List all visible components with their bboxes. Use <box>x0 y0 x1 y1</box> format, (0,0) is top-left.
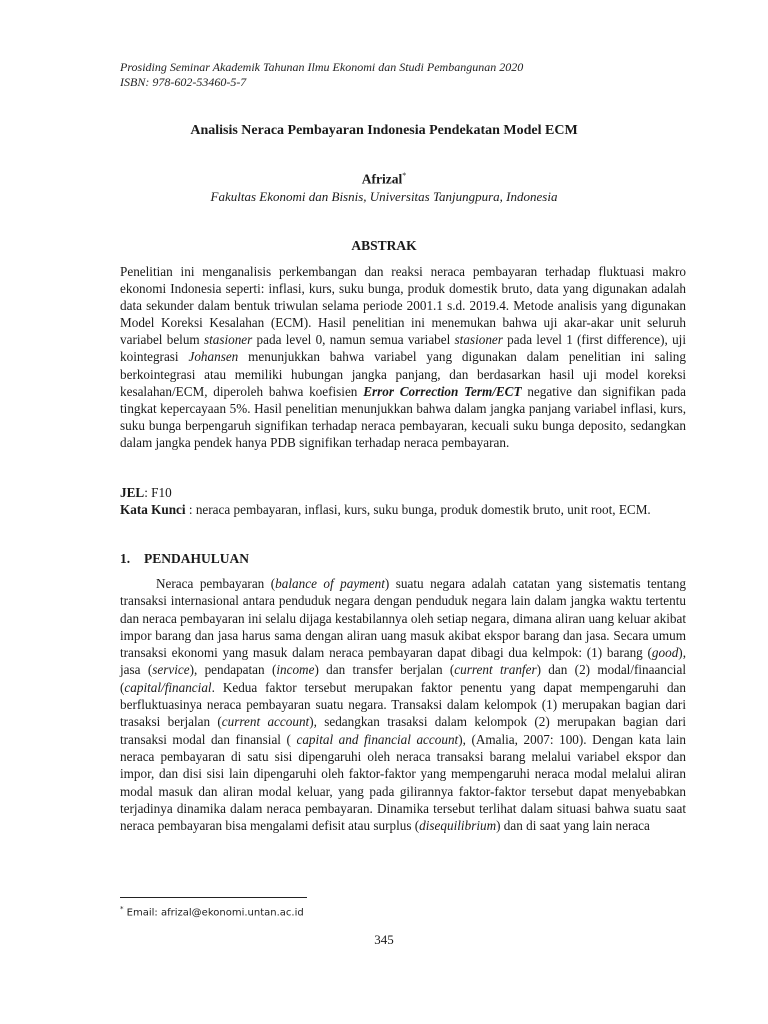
abstract-term: Error Correction Term/ECT <box>363 383 522 399</box>
body-text: ) dan transfer berjalan ( <box>314 662 455 678</box>
section-number: 1. <box>120 551 131 566</box>
body-text: Neraca pembayaran ( <box>156 576 276 591</box>
body-term: good <box>651 645 679 661</box>
abstract-term: stasioner <box>203 332 253 348</box>
author-affiliation: Fakultas Ekonomi dan Bisnis, Universitas Tanjungpura, Indonesia <box>210 189 558 204</box>
isbn: ISBN: 978-602-53460-5-7 <box>120 75 247 89</box>
abstract-text: pada level 0, namun semua variabel <box>252 332 455 348</box>
abstract-text: pada level 1 (first difference), uji kointegrasi <box>120 332 686 365</box>
abstract-text: Penelitian ini menganalisis perkembangan dan reaksi neraca pembayaran terhadap fluktuasi makro ekonomi Indonesia seperti: inflasi, kurs, suku bunga, produk domestik bruto, data yang digunakan adalah data sekunder dalam bentuk triwulan selama periode 2001.1 s.d. 2019.4. Metode analisis yang digunakan Model Koreksi Kesalahan (ECM). Hasil penelitian ini menemukan bahwa uji akar-akar unit seluruh variabel belum <box>120 264 686 348</box>
keywords-label: Kata Kunci <box>120 502 186 518</box>
body-term: capital and financial account <box>296 731 459 747</box>
author-name <box>0 171 768 188</box>
paper-title: Analisis Neraca Pembayaran Indonesia Pendekatan Model ECM <box>190 123 578 138</box>
body-text: . Kedua faktor tersebut merupakan faktor penentu yang dapat mempengaruhi dan berfluktuasinya neraca pembayaran suatu negara. Transaksi dalam kelompok (1) merupakan bagian dari trasaksi berjalan ( <box>120 679 686 730</box>
body-term: service <box>152 662 190 678</box>
footnote-mark: * <box>120 905 124 913</box>
jel-value: : F10 <box>144 485 172 500</box>
abstract-heading: ABSTRAK <box>351 238 417 253</box>
keywords-value: : neraca pembayaran, inflasi, kurs, suku bunga, produk domestik bruto, unit root, ECM. <box>185 502 651 518</box>
body-term: balance of payment <box>275 576 385 591</box>
keywords-line <box>120 501 686 518</box>
abstract-term: Johansen <box>188 349 239 365</box>
body-term: capital/financial <box>124 679 212 695</box>
jel-label: JEL <box>120 485 145 500</box>
body-term: current account <box>221 714 310 730</box>
abstract-text: menunjukkan bahwa variabel yang digunakan dalam penelitian ini saling berkointegrasi atau memiliki hubungan jangka panjang, dan berdasarkan hasil uji model koreksi kesalahan/ECM, diperoleh bahwa koefisien <box>120 349 686 399</box>
body-term: current tranfer <box>454 662 537 678</box>
footnote-divider <box>120 897 307 898</box>
body-text: ), (Amalia, 2007: 100). Dengan kata lain neraca pembayaran di satu sisi dipengaruhi oleh neraca transaksi barang melalui variabel ekspor dan impor, dan disi sisi lain dipengaruhi oleh faktor-faktor yang mempengaruhi neraca modal melalui aliran modal masuk dan aliran modal keluar, yang pada gilirannya faktor-faktor tersebut dapat menyebabkan terjadinya dinamika dalam neraca pembayaran. Dinamika tersebut terlihat dalam situasi bahwa suatu saat neraca pembayaran bisa mengalami defisit atau surplus ( <box>120 731 687 834</box>
body-text: ) suatu negara adalah catatan yang sistematis tentang transaksi internasional antara penduduk negara dengan penduduk negara lain dalam jangka waktu tertentu dan neraca pembayaran ini selalu dijaga kestabilannya oleh setiap negara, dimana aliran uang keluar akibat impor barang dan jasa harus sama dengan aliran uang masuk akibat ekspor barang dan jasa. Secara umum transaksi ekonomi yang masuk dalam neraca pembayaran dapat dibagi dua kelmpok: (1) barang ( <box>120 576 686 661</box>
running-header <box>120 60 680 90</box>
body-term: disequilibrium <box>419 818 497 834</box>
abstract-term: stasioner <box>454 332 503 348</box>
introduction-paragraph <box>120 575 686 834</box>
section-title: PENDAHULUAN <box>144 551 250 566</box>
body-text: ) dan (2) modal/finaancial ( <box>120 662 686 695</box>
body-text: ) dan di saat yang lain neraca <box>496 818 650 834</box>
footnote-email: Email: afrizal@ekonomi.untan.ac.id <box>123 907 304 919</box>
abstract-body <box>120 263 686 451</box>
jel-line <box>120 484 686 501</box>
author-name-text: Afrizal <box>361 171 403 187</box>
author-footnote-mark: * <box>402 171 407 180</box>
body-text: ), jasa ( <box>120 645 686 678</box>
jel-and-keywords <box>120 484 686 518</box>
body-text: ), pendapatan ( <box>189 662 277 678</box>
body-term: income <box>276 662 315 678</box>
proceedings-title: Prosiding Seminar Akademik Tahunan Ilmu Ekonomi dan Studi Pembangunan 2020 <box>120 60 524 74</box>
abstract-text: negative dan signifikan pada tingkat kepercayaan 5%. Hasil penelitian menunjukkan bahwa dalam jangka panjang variabel inflasi, kurs, suku bunga berpengaruh signifikan terhadap neraca pembayaran, kecuali suku bunga deposito, sedangkan dalam jangka pendek hanya PDB signifikan terhadap neraca pembayaran. <box>120 383 686 450</box>
section-heading <box>120 551 249 567</box>
footnote <box>120 905 304 918</box>
page-number: 345 <box>374 932 394 947</box>
body-text: ), sedangkan trasaksi dalam kelompok (2) merupakan bagian dari transaksi modal dan finansial ( <box>120 714 686 747</box>
